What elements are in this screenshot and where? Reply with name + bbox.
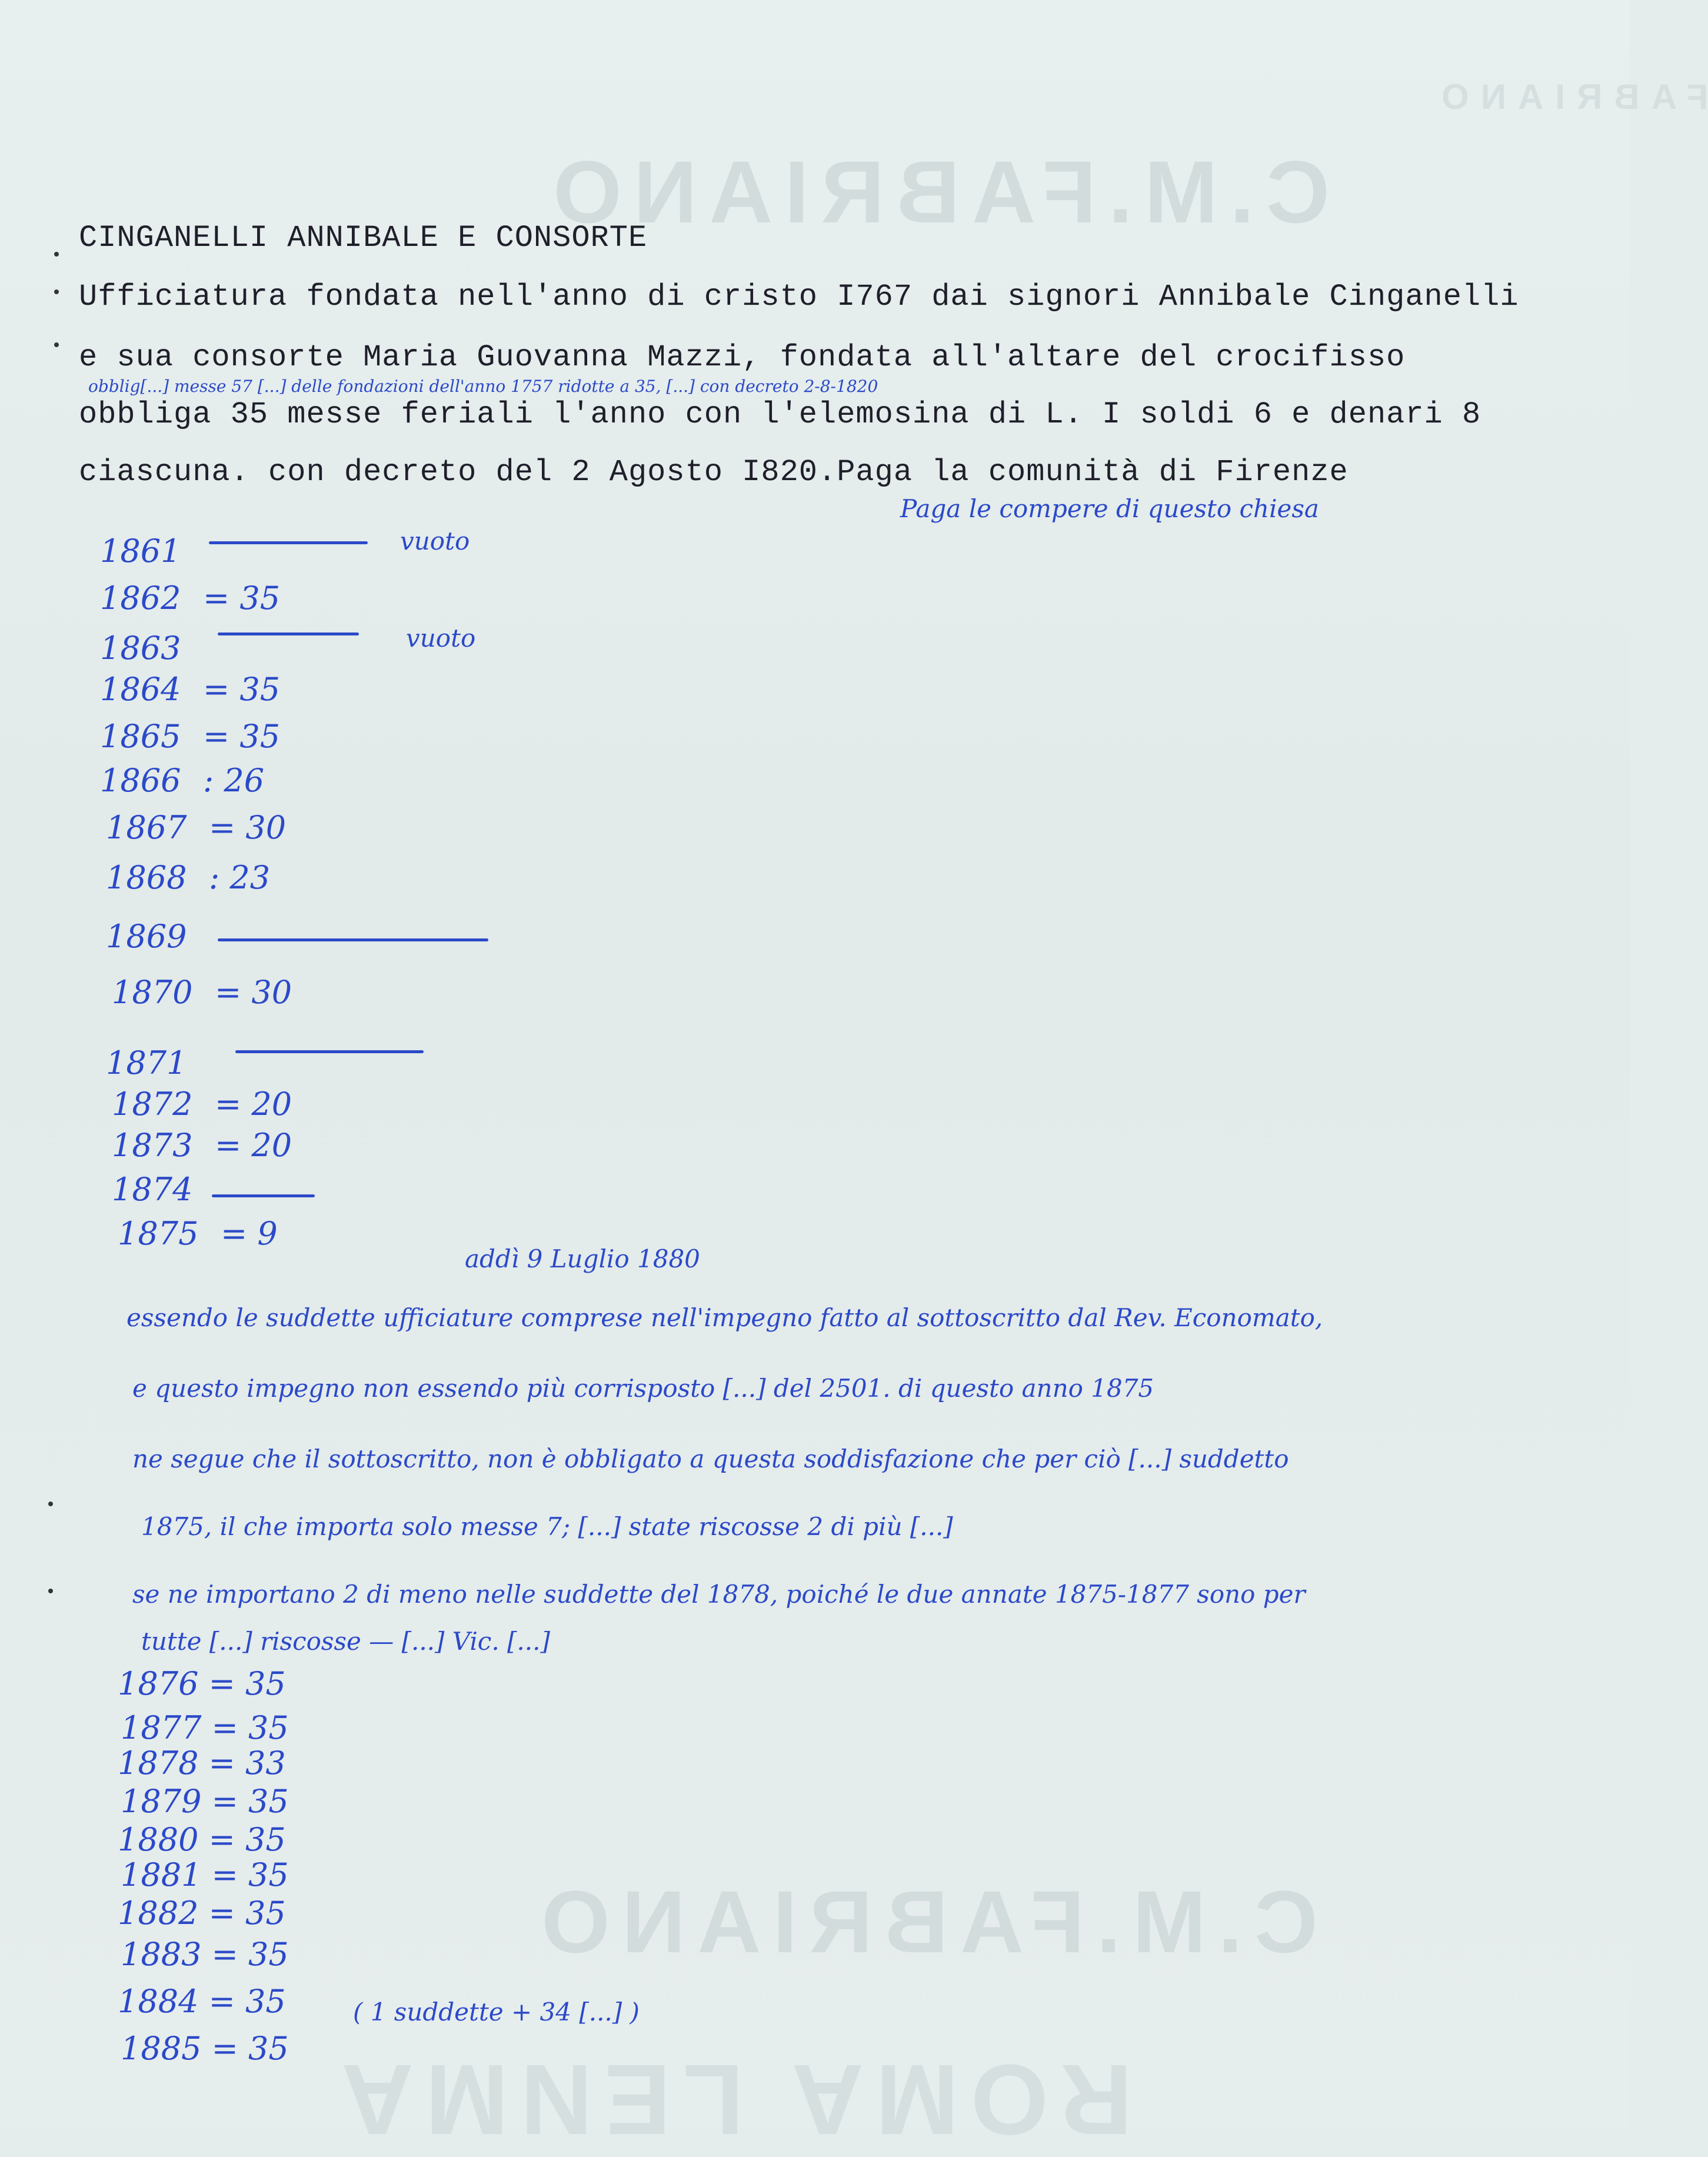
ledger-dash-line: [218, 938, 488, 941]
ledger-entry: [118, 1821, 286, 1858]
ledger-year: 1864: [100, 671, 181, 708]
ledger-value: = 35: [208, 1983, 286, 2020]
ledger-year: 1868: [106, 859, 187, 896]
typed-line: obbliga 35 messe feriali l'anno con l'elemosina di L. I soldi 6 e denari 8: [79, 397, 1481, 432]
ledger-year: 1874: [112, 1171, 193, 1208]
ledger-year: 1870: [112, 974, 193, 1011]
ledger-dash-line: [235, 1050, 424, 1053]
ledger-value: = 35: [211, 1783, 289, 1820]
ledger-year: 1869: [106, 918, 187, 955]
ledger-note: vuoto: [406, 624, 476, 653]
handwritten-text-line: ne segue che il sottoscritto, non è obbligato a questa soddisfazione che per ciò [...] suddetto: [132, 1444, 1289, 1473]
ledger-entry: [118, 1983, 286, 2020]
ledger-value: = 20: [215, 1086, 292, 1123]
ledger-dash-line: [218, 633, 359, 635]
handwritten-text-line: essendo le suddette ufficiature comprese nell'impegno fatto al sottoscritto dal Rev. Economato,: [126, 1303, 1323, 1332]
ledger-value: = 30: [215, 974, 292, 1011]
ledger-year: 1866: [100, 762, 181, 799]
ledger-year: 1884: [118, 1983, 209, 2020]
ledger-entry: [121, 1936, 289, 1973]
ledger-value: = 35: [203, 580, 281, 617]
ledger-entry: [118, 1665, 286, 1702]
ledger-value: = 30: [209, 809, 287, 846]
ledger-value: : 26: [203, 762, 265, 799]
typed-line: Ufficiatura fondata nell'anno di cristo I767 dai signori Annibale Cinganelli: [79, 279, 1519, 314]
ledger-dash-line: [212, 1194, 315, 1197]
margin-mark: [54, 342, 59, 347]
handwritten-text-line: 1875, il che importa solo messe 7; [...] state riscosse 2 di più [...]: [141, 1512, 953, 1541]
ledger-year: 1876: [118, 1665, 209, 1702]
handwritten-date: addì 9 Luglio 1880: [465, 1244, 700, 1273]
ledger-year: 1882: [118, 1895, 209, 1932]
ledger-value: = 35: [211, 2030, 289, 2067]
ledger-value: = 33: [208, 1745, 286, 1782]
ledger-value: = 35: [211, 1709, 289, 1746]
typed-title: CINGANELLI ANNIBALE E CONSORTE: [79, 221, 648, 255]
ledger-year: 1862: [100, 580, 181, 617]
ledger-year: 1880: [118, 1821, 209, 1858]
ledger-entry: [121, 2030, 289, 2067]
typed-line: e sua consorte Maria Guovanna Mazzi, fondata all'altare del crocifisso: [79, 340, 1406, 375]
margin-mark: [48, 1502, 53, 1506]
handwritten-text-line: se ne importano 2 di meno nelle suddette del 1878, poiché le due annate 1875-1877 sono per: [132, 1580, 1306, 1609]
ledger-value: = 35: [211, 1856, 289, 1893]
ledger-value: = 35: [203, 671, 281, 708]
ledger-year: 1872: [112, 1086, 193, 1123]
ledger-note: vuoto: [400, 527, 470, 555]
watermark: C.M.FABRIANO: [530, 1872, 1318, 1971]
margin-mark: [54, 289, 59, 294]
watermark: C.M.FABRIANO: [541, 142, 1330, 241]
margin-mark: [54, 252, 59, 257]
ledger-year: 1878: [118, 1745, 209, 1782]
ledger-year: 1863: [100, 630, 181, 667]
ledger-dash-line: [209, 541, 368, 544]
ledger-value: = 20: [215, 1127, 292, 1164]
ledger-value: = 35: [211, 1936, 289, 1973]
ledger-year: 1881: [121, 1856, 212, 1893]
ledger-year: 1883: [121, 1936, 212, 1973]
handwritten-text-line: tutte [...] riscosse — [...] Vic. [...]: [141, 1627, 550, 1656]
handwritten-interlinear-note: obblig[...] messe 57 [...] delle fondazioni dell'anno 1757 ridotte a 35, [...] con decreto 2-8-1820: [88, 377, 878, 396]
ledger-year: 1885: [121, 2030, 212, 2067]
ledger-entry: [121, 1709, 289, 1746]
ledger-value: : 23: [209, 859, 271, 896]
ledger-value: = 35: [203, 718, 281, 755]
ledger-year: 1875: [118, 1215, 199, 1252]
handwritten-note: Paga le compere di questo chiesa: [900, 494, 1319, 523]
ledger-value: = 9: [221, 1215, 278, 1252]
ledger-value: = 35: [208, 1895, 286, 1932]
watermark: ROMA LENMA: [329, 2043, 1133, 2155]
ledger-year: 1877: [121, 1709, 212, 1746]
ledger-entry: [121, 1783, 289, 1820]
ledger-year: 1867: [106, 809, 187, 846]
ledger-entry: [121, 1856, 289, 1893]
ledger-year: 1879: [121, 1783, 212, 1820]
ledger-entry: [118, 1895, 286, 1932]
handwritten-text-line: e questo impegno non essendo più corrisposto [...] del 2501. di questo anno 1875: [132, 1374, 1154, 1403]
margin-mark: [48, 1589, 53, 1593]
ledger-entry: [118, 1745, 286, 1782]
ledger-value: = 35: [208, 1821, 286, 1858]
watermark: FABRIANO: [1430, 77, 1708, 116]
ledger-year: 1871: [106, 1044, 187, 1081]
ledger-value: = 35: [208, 1665, 286, 1702]
handwritten-footnote: ( 1 suddette + 34 [...] ): [353, 1998, 640, 2026]
ledger-year: 1873: [112, 1127, 193, 1164]
typed-line: ciascuna. con decreto del 2 Agosto I820.Paga la comunità di Firenze: [79, 455, 1349, 490]
ledger-year: 1861: [100, 532, 181, 570]
ledger-year: 1865: [100, 718, 181, 755]
